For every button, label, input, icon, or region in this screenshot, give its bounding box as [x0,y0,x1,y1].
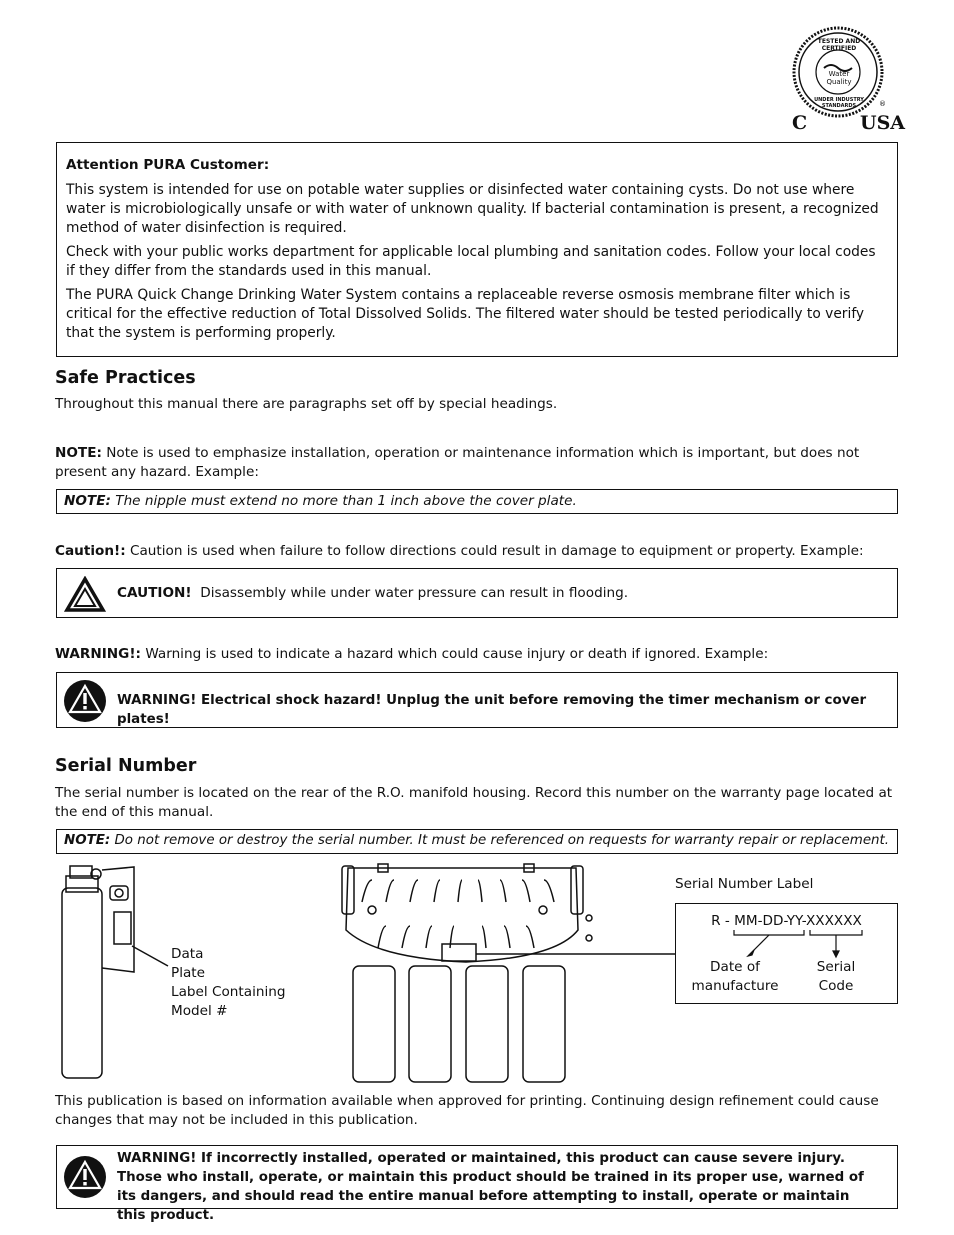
data-plate-line-1: Data [171,946,204,962]
attention-paragraph-2: Check with your public works department for applicable local plumbing and sanitation codes. Follow your local codes if they differ from the standards used in this manual. [66,244,876,279]
date-of-manufacture-caption [682,958,788,996]
serial-number-heading: Serial Number [55,756,197,776]
serial-caption-line-1: Serial [816,959,856,975]
data-plate-line-3: Label Containing [171,984,286,1000]
note-example-text: The nipple must extend no more than 1 inch above the cover plate. [115,493,577,509]
ro-system-illustration [56,862,676,1086]
safe-practices-intro: Throughout this manual there are paragraphs set off by special headings. [55,396,558,412]
warning-example-text: WARNING! Electrical shock hazard! Unplug the unit before removing the timer mechanism or cover plates! [117,693,867,727]
svg-text:®: ® [879,100,886,108]
note-description [55,444,897,481]
note-label: NOTE: [55,445,102,461]
seal-usa-mark: USA [860,112,906,134]
warning-example-box [56,672,898,728]
serial-code-caption [806,958,866,996]
note-text: Note is used to emphasize installation, operation or maintenance information which is important, but does not present any hazard. Example: [55,445,860,480]
serial-label-title: Serial Number Label [675,876,814,892]
serial-label-box [675,903,898,1004]
publication-note: This publication is based on information available when approved for printing. Continuing design refinement could cause changes that may not be included in this publication. [55,1093,879,1128]
attention-title: Attention PURA Customer: [66,157,270,173]
serial-note-box [56,829,898,854]
data-plate-caption [171,945,286,1021]
caution-text: Caution is used when failure to follow directions could result in damage to equipment or property. Example: [129,543,864,559]
serial-note-text: Do not remove or destroy the serial number. It must be referenced on requests for warranty repair or replacement. [114,833,890,848]
warning-exclamation-icon [63,679,107,723]
date-caption-line-1: Date of [710,959,760,975]
data-plate-line-2: Plate [171,965,205,981]
date-caption-line-2: manufacture [691,978,779,994]
caution-triangle-icon [64,576,106,613]
caution-example-line [117,585,628,601]
warning-text: Warning is used to indicate a hazard which could cause injury or death if ignored. Example: [145,646,769,662]
final-warning-text: WARNING! If incorrectly installed, operated or maintained, this product can cause severe injury. Those who install, operate, or maintain this product should be trained in its proper use, warned of its dangers, and should read the entire manual before attempting to install, operate or maintain this product. [117,1151,864,1223]
attention-box [56,142,898,357]
final-warning-box [56,1145,898,1223]
certification-seal [788,24,906,134]
seal-ring-bottom: UNDER INDUSTRY STANDARDS [814,97,864,109]
seal-center-text: Water Quality [826,70,852,86]
seal-ring-top: TESTED AND CERTIFIED [817,38,861,52]
data-plate-line-4: Model # [171,1003,228,1019]
serial-format-text: R - MM-DD-YY-XXXXXX [711,913,862,929]
attention-paragraph-1: This system is intended for use on potable water supplies or disinfected water containing cysts. Do not use where water is microbiologically unsafe or with water of unknown quality. If bacterial contamination is present, a recognized method of water disinfection is required. [66,182,879,236]
final-warning-exclamation-icon [63,1155,107,1199]
serial-brackets [676,904,897,964]
seal-c-mark: C [792,112,808,134]
caution-description [55,542,897,561]
caution-example-label: CAUTION! [117,585,192,601]
caution-label: Caution!: [55,543,126,559]
warning-label: WARNING!: [55,646,141,662]
warning-description [55,645,897,664]
serial-note-label: NOTE: [64,833,111,848]
attention-paragraph-3: The PURA Quick Change Drinking Water System contains a replaceable reverse osmosis membrane filter which is critical for the effective reduction of Total Dissolved Solids. The filtered water should be tested periodically to verify that the system is performing properly. [66,287,865,341]
note-example-label: NOTE: [64,493,111,509]
note-example-box [56,489,898,514]
caution-example-text: Disassembly while under water pressure can result in flooding. [200,585,629,601]
serial-caption-line-2: Code [818,978,854,994]
caution-example-box [56,568,898,618]
serial-number-text: The serial number is located on the rear of the R.O. manifold housing. Record this number on the warranty page located at the end of this manual. [55,785,893,820]
safe-practices-heading: Safe Practices [55,368,196,388]
